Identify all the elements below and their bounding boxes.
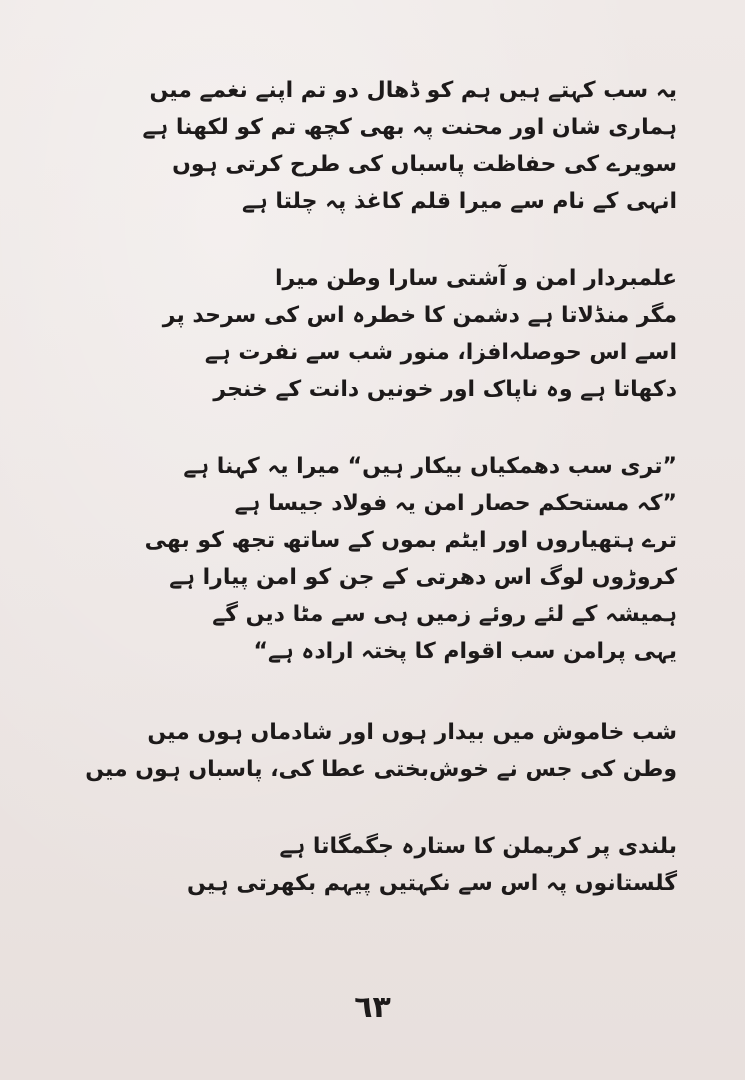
poem-text xyxy=(55,72,695,938)
poem-line: اسے اس حوصلہ‌افزا، منور شب سے نفرت ہے xyxy=(204,340,677,365)
poem-line: انہی کے نام سے میرا قلم کاغذ پہ چلتا ہے xyxy=(241,189,677,214)
stanza-3 xyxy=(55,448,695,670)
poem-line: بلندی پر کریملن کا ستارہ جگمگاتا ہے xyxy=(279,834,677,859)
poem-line: ترے ہتھیاروں اور ایٹم بموں کے ساتھ تجھ کو بھی xyxy=(144,528,677,553)
poem-line: یہی پرامن سب اقوام کا پختہ ارادہ ہے“ xyxy=(253,639,677,664)
poem-line: ”تری سب دھمکیاں بیکار ہیں“ میرا یہ کہنا ہے xyxy=(183,454,677,479)
poem-line: مگر منڈلاتا ہے دشمن کا خطرہ اس کی سرحد پر xyxy=(162,303,677,328)
poem-line: شب خاموش میں بیدار ہوں اور شادماں ہوں میں xyxy=(147,720,677,745)
poem-line: ہماری شان اور محنت پہ بھی کچھ تم کو لکھنا ہے xyxy=(142,115,677,140)
stanza-1 xyxy=(55,72,695,220)
poem-line: دکھاتا ہے وہ ناپاک اور خونیں دانت کے خنجر xyxy=(213,377,677,402)
page-number: ٦٣ xyxy=(354,990,391,1025)
poem-line: کروڑوں لوگ اس دھرتی کے جن کو امن پیارا ہے xyxy=(169,565,677,590)
poem-line: گلستانوں پہ اس سے نکہتیں پیہم بکھرتی ہیں xyxy=(187,871,677,896)
stanza-4 xyxy=(55,714,695,788)
poem-line: ہمیشہ کے لئے روئے زمیں ہی سے مٹا دیں گے xyxy=(212,602,677,627)
poem-line: یہ سب کہتے ہیں ہم کو ڈھال دو تم اپنے نغمے میں xyxy=(149,78,677,103)
poem-line: علمبردار امن و آشتی سارا وطن میرا xyxy=(274,266,677,291)
stanza-2 xyxy=(55,260,695,408)
stanza-5 xyxy=(55,828,695,902)
poem-line: سویرے کی حفاظت پاسباں کی طرح کرتی ہوں xyxy=(172,152,677,177)
poem-line: وطن کی جس نے خوش‌بختی عطا کی، پاسباں ہوں میں xyxy=(85,757,677,782)
poem-line: ”کہ مستحکم حصار امن یہ فولاد جیسا ہے xyxy=(234,491,677,516)
